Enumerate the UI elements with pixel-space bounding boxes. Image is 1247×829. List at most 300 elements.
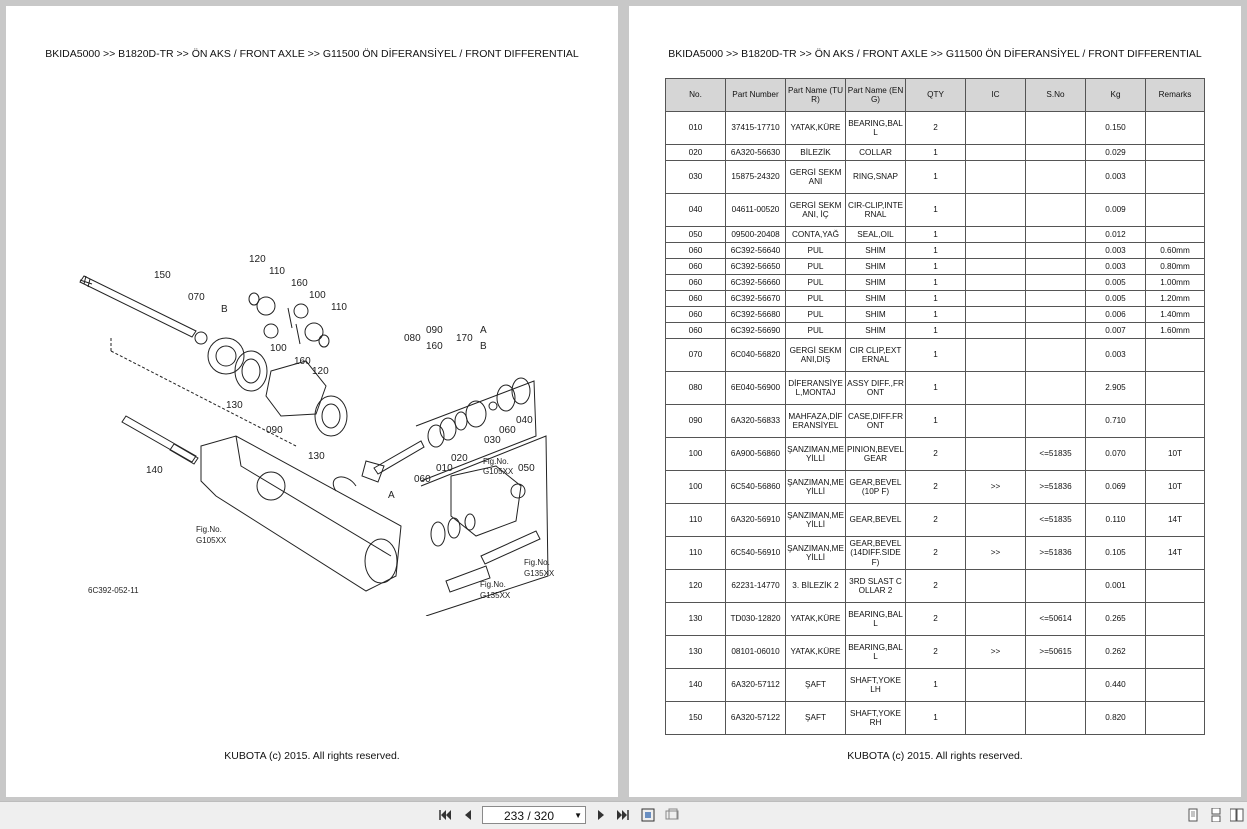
cell-qty: 2 [906, 504, 966, 537]
cell-ic [966, 161, 1026, 194]
cell-ic [966, 275, 1026, 291]
callout: 070 [188, 292, 205, 303]
table-row [666, 243, 1205, 259]
table-row [666, 504, 1205, 537]
cell-part-number: 09500-20408 [726, 227, 786, 243]
next-page-icon[interactable] [594, 808, 608, 822]
cell-part-name-eng: SHAFT,YOKE LH [846, 669, 906, 702]
cell-sno [1026, 405, 1086, 438]
cell-remarks [1146, 669, 1205, 702]
cell-no: 030 [666, 161, 726, 194]
cell-kg: 0.820 [1086, 702, 1146, 735]
cell-qty: 2 [906, 537, 966, 570]
exploded-parts-diagram [66, 236, 566, 616]
cell-part-name-eng: CIR CLIP,EXTERNAL [846, 339, 906, 372]
cell-part-number: 6A320-57112 [726, 669, 786, 702]
gear-100b [294, 304, 308, 318]
header-ic: IC [966, 79, 1026, 112]
cell-part-name-eng: SHAFT,YOKE RH [846, 702, 906, 735]
cell-remarks: 0.80mm [1146, 259, 1205, 275]
cell-part-name-tur: GERGİ SEKMANI, İÇ [786, 194, 846, 227]
cell-qty: 1 [906, 227, 966, 243]
cell-part-number: 37415-17710 [726, 112, 786, 145]
gear-100a [264, 324, 278, 338]
cell-kg: 0.110 [1086, 504, 1146, 537]
cell-no: 080 [666, 372, 726, 405]
cell-ic: >> [966, 636, 1026, 669]
callout: B [480, 341, 487, 352]
header-sno: S.No [1026, 79, 1086, 112]
cell-ic [966, 702, 1026, 735]
cell-remarks: 14T [1146, 504, 1205, 537]
cell-part-number: 6A320-57122 [726, 702, 786, 735]
cell-remarks [1146, 161, 1205, 194]
cell-remarks [1146, 702, 1205, 735]
cell-ic [966, 504, 1026, 537]
cell-kg: 0.105 [1086, 537, 1146, 570]
cell-kg: 0.009 [1086, 194, 1146, 227]
cell-kg: 0.003 [1086, 259, 1146, 275]
cell-kg: 0.012 [1086, 227, 1146, 243]
cell-part-name-eng: SEAL,OIL [846, 227, 906, 243]
cell-remarks [1146, 372, 1205, 405]
shaft-140 [122, 416, 196, 462]
cell-sno [1026, 145, 1086, 161]
cell-kg: 0.265 [1086, 603, 1146, 636]
cell-no: 070 [666, 339, 726, 372]
page-indicator: 233 / 320 [503, 809, 555, 823]
table-row [666, 537, 1205, 570]
cell-kg: 0.069 [1086, 471, 1146, 504]
cell-part-name-eng: COLLAR [846, 145, 906, 161]
single-page-icon[interactable] [1186, 808, 1200, 822]
cell-remarks: 10T [1146, 471, 1205, 504]
cell-ic [966, 307, 1026, 323]
cell-no: 110 [666, 504, 726, 537]
table-row [666, 227, 1205, 243]
cell-ic [966, 603, 1026, 636]
cell-no: 010 [666, 112, 726, 145]
callout: 130 [226, 400, 243, 411]
cell-part-name-tur: ŞANZIMAN,MEYİLLİ [786, 438, 846, 471]
cell-kg: 0.005 [1086, 291, 1146, 307]
cell-ic [966, 194, 1026, 227]
cell-remarks [1146, 227, 1205, 243]
cell-part-name-tur: GERGİ SEKMANI,DIŞ [786, 339, 846, 372]
cell-part-number: 6C392-56640 [726, 243, 786, 259]
axle-housing [201, 436, 401, 591]
cell-sno: <=50614 [1026, 603, 1086, 636]
callout: 010 [436, 463, 453, 474]
cell-part-number: 6C392-56660 [726, 275, 786, 291]
callout: 060 [499, 425, 516, 436]
cell-part-name-eng: SHIM [846, 243, 906, 259]
fig-ref-number: G135XX [480, 591, 511, 600]
cell-ic [966, 323, 1026, 339]
cell-sno [1026, 112, 1086, 145]
cell-remarks: 1.40mm [1146, 307, 1205, 323]
cell-part-number: TD030-12820 [726, 603, 786, 636]
table-header-row [666, 79, 1205, 112]
cell-kg: 0.070 [1086, 438, 1146, 471]
cell-kg: 0.150 [1086, 112, 1146, 145]
cell-remarks: 10T [1146, 438, 1205, 471]
left-page [6, 6, 618, 797]
table-row [666, 669, 1205, 702]
bearing-130b [315, 396, 347, 436]
fig-ref-label: Fig.No. [524, 558, 550, 567]
callout: A [388, 490, 395, 501]
cell-remarks [1146, 194, 1205, 227]
table-row [666, 161, 1205, 194]
cell-remarks [1146, 636, 1205, 669]
cell-qty: 1 [906, 405, 966, 438]
header-remarks: Remarks [1146, 79, 1205, 112]
callout: 040 [516, 415, 533, 426]
cell-sno: >=51836 [1026, 471, 1086, 504]
cell-part-number: 6C392-56690 [726, 323, 786, 339]
yoke-housing [451, 466, 521, 536]
parts-table-body [666, 112, 1205, 735]
cell-remarks: 1.20mm [1146, 291, 1205, 307]
cell-qty: 1 [906, 259, 966, 275]
cell-part-name-tur: CONTA,YAĞ [786, 227, 846, 243]
cell-no: 020 [666, 145, 726, 161]
cell-sno: >=51836 [1026, 537, 1086, 570]
cell-sno [1026, 702, 1086, 735]
cell-remarks [1146, 112, 1205, 145]
cell-ic [966, 405, 1026, 438]
breadcrumb: BKIDA5000 >> B1820D-TR >> ÖN AKS / FRONT AXLE >> G11500 ÖN DİFERANSİYEL / FRONT DIFFERENTIAL [45, 48, 579, 60]
continuous-page-icon[interactable] [1209, 808, 1223, 822]
page-number-select[interactable] [482, 806, 586, 824]
cell-part-name-tur: ŞANZIMAN,MEYİLLİ [786, 537, 846, 570]
diagram-code: 6C392-052-11 [88, 586, 139, 595]
fig-ref-number: G105XX [483, 467, 514, 476]
table-row [666, 603, 1205, 636]
cell-ic: >> [966, 471, 1026, 504]
cell-ic [966, 291, 1026, 307]
header-part-name-eng: Part Name (ENG) [846, 79, 906, 112]
callout: 020 [451, 453, 468, 464]
cell-sno [1026, 307, 1086, 323]
cell-part-name-tur: PUL [786, 275, 846, 291]
cell-kg: 0.710 [1086, 405, 1146, 438]
cell-part-name-eng: SHIM [846, 291, 906, 307]
cell-part-number: 6A320-56833 [726, 405, 786, 438]
cell-part-name-tur: 3. BİLEZİK 2 [786, 570, 846, 603]
cell-no: 140 [666, 669, 726, 702]
cell-part-name-eng: GEAR,BEVEL (14DIFF.SIDE F) [846, 537, 906, 570]
callout: 060 [414, 474, 431, 485]
cell-qty: 1 [906, 194, 966, 227]
cell-part-name-tur: YATAK,KÜRE [786, 636, 846, 669]
cell-part-name-eng: GEAR,BEVEL (10P F) [846, 471, 906, 504]
copyright-footer: KUBOTA (c) 2015. All rights reserved. [224, 750, 400, 762]
cell-kg: 0.029 [1086, 145, 1146, 161]
cell-part-name-eng: SHIM [846, 323, 906, 339]
callout: 110 [331, 302, 347, 313]
cell-qty: 1 [906, 291, 966, 307]
cell-no: 060 [666, 323, 726, 339]
prev-page-icon[interactable] [461, 808, 475, 822]
cell-kg: 0.003 [1086, 339, 1146, 372]
cell-ic: >> [966, 537, 1026, 570]
cell-sno [1026, 291, 1086, 307]
cell-kg: 0.262 [1086, 636, 1146, 669]
header-no: No. [666, 79, 726, 112]
callout: 130 [308, 451, 325, 462]
cell-qty: 1 [906, 669, 966, 702]
fig-ref-label: Fig.No. [480, 580, 506, 589]
fig-ref-label: Fig.No. [483, 457, 509, 466]
table-row [666, 702, 1205, 735]
cell-no: 130 [666, 636, 726, 669]
table-row [666, 471, 1205, 504]
cell-part-name-tur: MAHFAZA,DİFERANSİYEL [786, 405, 846, 438]
callout: A [480, 325, 487, 336]
cell-remarks: 1.00mm [1146, 275, 1205, 291]
cell-no: 060 [666, 275, 726, 291]
cell-kg: 0.006 [1086, 307, 1146, 323]
cell-part-name-tur: PUL [786, 323, 846, 339]
cell-part-name-eng: RING,SNAP [846, 161, 906, 194]
cell-sno [1026, 259, 1086, 275]
parts-table [665, 78, 1205, 735]
bearing-130a [235, 351, 267, 391]
cell-remarks [1146, 339, 1205, 372]
cell-part-name-tur: GERGİ SEKMANI [786, 161, 846, 194]
callout: 100 [309, 290, 326, 301]
callout: 120 [249, 254, 266, 265]
fig-ref-label: Fig.No. [196, 525, 222, 534]
cell-part-number: 6E040-56900 [726, 372, 786, 405]
cell-no: 150 [666, 702, 726, 735]
cell-ic [966, 438, 1026, 471]
cell-no: 060 [666, 259, 726, 275]
cell-sno [1026, 669, 1086, 702]
cell-no: 100 [666, 471, 726, 504]
cell-remarks [1146, 570, 1205, 603]
callout: 150 [154, 270, 171, 281]
right-page [629, 6, 1241, 797]
cell-ic [966, 570, 1026, 603]
cell-sno: >=50615 [1026, 636, 1086, 669]
table-row [666, 570, 1205, 603]
cell-qty: 1 [906, 243, 966, 259]
cell-qty: 2 [906, 438, 966, 471]
cell-part-name-tur: PUL [786, 259, 846, 275]
callout: 170 [456, 333, 473, 344]
cell-kg: 0.005 [1086, 275, 1146, 291]
copyright-footer: KUBOTA (c) 2015. All rights reserved. [847, 750, 1023, 762]
cell-part-name-tur: ŞAFT [786, 669, 846, 702]
header-part-name-tur: Part Name (TUR) [786, 79, 846, 112]
cell-part-name-eng: ASSY DIFF.,FRONT [846, 372, 906, 405]
cell-part-number: 6C540-56860 [726, 471, 786, 504]
table-row [666, 259, 1205, 275]
cell-part-name-tur: ŞANZIMAN,MEYİLLİ [786, 504, 846, 537]
cell-no: 060 [666, 291, 726, 307]
cell-no: 040 [666, 194, 726, 227]
cell-qty: 2 [906, 471, 966, 504]
cell-part-number: 04611-00520 [726, 194, 786, 227]
table-row [666, 194, 1205, 227]
viewer-toolbar [0, 801, 1247, 829]
cell-part-name-tur: ŞAFT [786, 702, 846, 735]
cell-qty: 1 [906, 323, 966, 339]
cell-part-name-tur: DİFERANSİYEL,MONTAJ [786, 372, 846, 405]
cell-part-name-eng: BEARING,BALL [846, 636, 906, 669]
cell-part-name-tur: PUL [786, 307, 846, 323]
table-row [666, 291, 1205, 307]
chevron-down-icon: ▼ [574, 811, 582, 820]
table-row [666, 307, 1205, 323]
callout: 100 [270, 343, 287, 354]
cell-remarks [1146, 405, 1205, 438]
cell-qty: 2 [906, 570, 966, 603]
cell-part-number: 6C392-56650 [726, 259, 786, 275]
cell-no: 130 [666, 603, 726, 636]
cell-kg: 2.905 [1086, 372, 1146, 405]
cell-qty: 1 [906, 161, 966, 194]
cell-qty: 1 [906, 275, 966, 291]
cell-no: 110 [666, 537, 726, 570]
cell-no: 090 [666, 405, 726, 438]
cell-qty: 1 [906, 372, 966, 405]
table-row [666, 438, 1205, 471]
breadcrumb: BKIDA5000 >> B1820D-TR >> ÖN AKS / FRONT AXLE >> G11500 ÖN DİFERANSİYEL / FRONT DIFFERENTIAL [668, 48, 1202, 60]
fig-ref-number: G135XX [524, 569, 555, 578]
cell-no: 120 [666, 570, 726, 603]
cell-qty: 2 [906, 112, 966, 145]
table-row [666, 145, 1205, 161]
cell-remarks: 0.60mm [1146, 243, 1205, 259]
cell-part-number: 6A320-56630 [726, 145, 786, 161]
cell-part-number: 6C540-56910 [726, 537, 786, 570]
table-row [666, 275, 1205, 291]
cell-sno [1026, 570, 1086, 603]
header-qty: QTY [906, 79, 966, 112]
cell-ic [966, 372, 1026, 405]
cell-part-number: 15875-24320 [726, 161, 786, 194]
callout: 050 [518, 463, 535, 474]
cell-ic [966, 227, 1026, 243]
cell-part-number: 6C040-56820 [726, 339, 786, 372]
callout: 110 [269, 266, 285, 277]
table-row [666, 636, 1205, 669]
cell-part-name-tur: YATAK,KÜRE [786, 112, 846, 145]
cell-remarks [1146, 603, 1205, 636]
cell-ic [966, 259, 1026, 275]
callout: 030 [484, 435, 501, 446]
callout: 090 [426, 325, 443, 336]
cell-part-number: 62231-14770 [726, 570, 786, 603]
facing-page-icon[interactable] [1230, 808, 1244, 822]
fig-ref-number: G105XX [196, 536, 227, 545]
table-row [666, 323, 1205, 339]
cell-ic [966, 112, 1026, 145]
cell-part-name-tur: BİLEZİK [786, 145, 846, 161]
cell-ic [966, 669, 1026, 702]
cell-part-name-tur: PUL [786, 243, 846, 259]
cell-part-number: 08101-06010 [726, 636, 786, 669]
callout: 160 [426, 341, 443, 352]
cell-no: 060 [666, 307, 726, 323]
cell-part-name-eng: BEARING,BALL [846, 112, 906, 145]
cell-qty: 1 [906, 339, 966, 372]
cell-sno: <=51835 [1026, 438, 1086, 471]
cell-qty: 1 [906, 145, 966, 161]
table-row [666, 339, 1205, 372]
callout: 090 [266, 425, 283, 436]
cell-remarks: 1.60mm [1146, 323, 1205, 339]
cell-kg: 0.001 [1086, 570, 1146, 603]
cell-sno [1026, 372, 1086, 405]
fit-width-icon[interactable] [665, 808, 679, 822]
last-page-icon[interactable] [616, 808, 630, 822]
cell-qty: 1 [906, 702, 966, 735]
cell-part-name-eng: BEARING,BALL [846, 603, 906, 636]
cell-kg: 0.007 [1086, 323, 1146, 339]
cell-sno [1026, 275, 1086, 291]
cell-remarks [1146, 145, 1205, 161]
callout: 160 [291, 278, 308, 289]
cell-remarks: 14T [1146, 537, 1205, 570]
cell-part-number: 6C392-56680 [726, 307, 786, 323]
cell-part-name-eng: 3RD SLAST COLLAR 2 [846, 570, 906, 603]
header-part-number: Part Number [726, 79, 786, 112]
cell-part-name-tur: PUL [786, 291, 846, 307]
callout: 120 [312, 366, 329, 377]
cell-part-name-eng: GEAR,BEVEL [846, 504, 906, 537]
cell-no: 100 [666, 438, 726, 471]
cell-part-name-tur: YATAK,KÜRE [786, 603, 846, 636]
cell-sno [1026, 243, 1086, 259]
cell-part-name-eng: SHIM [846, 307, 906, 323]
first-page-icon[interactable] [438, 808, 452, 822]
callout: B [221, 304, 228, 315]
cell-kg: 0.003 [1086, 243, 1146, 259]
callout: 140 [146, 465, 163, 476]
shaft-150 [80, 276, 196, 337]
callout: 160 [294, 356, 311, 367]
cell-part-number: 6A900-56860 [726, 438, 786, 471]
cell-sno [1026, 323, 1086, 339]
cell-sno [1026, 161, 1086, 194]
cell-no: 050 [666, 227, 726, 243]
gear-110a [257, 297, 275, 315]
cell-qty: 2 [906, 636, 966, 669]
cell-sno [1026, 227, 1086, 243]
cell-no: 060 [666, 243, 726, 259]
cell-kg: 0.440 [1086, 669, 1146, 702]
table-row [666, 372, 1205, 405]
gear-110b [305, 323, 323, 341]
table-row [666, 405, 1205, 438]
cell-sno [1026, 194, 1086, 227]
cell-part-number: 6C392-56670 [726, 291, 786, 307]
cell-ic [966, 339, 1026, 372]
cell-part-name-eng: PINION,BEVEL GEAR [846, 438, 906, 471]
fit-page-icon[interactable] [641, 808, 655, 822]
table-row [666, 112, 1205, 145]
cell-qty: 2 [906, 603, 966, 636]
cell-part-name-tur: ŞANZIMAN,MEYİLLİ [786, 471, 846, 504]
cell-part-name-eng: SHIM [846, 259, 906, 275]
cell-part-number: 6A320-56910 [726, 504, 786, 537]
callout: 080 [404, 333, 421, 344]
